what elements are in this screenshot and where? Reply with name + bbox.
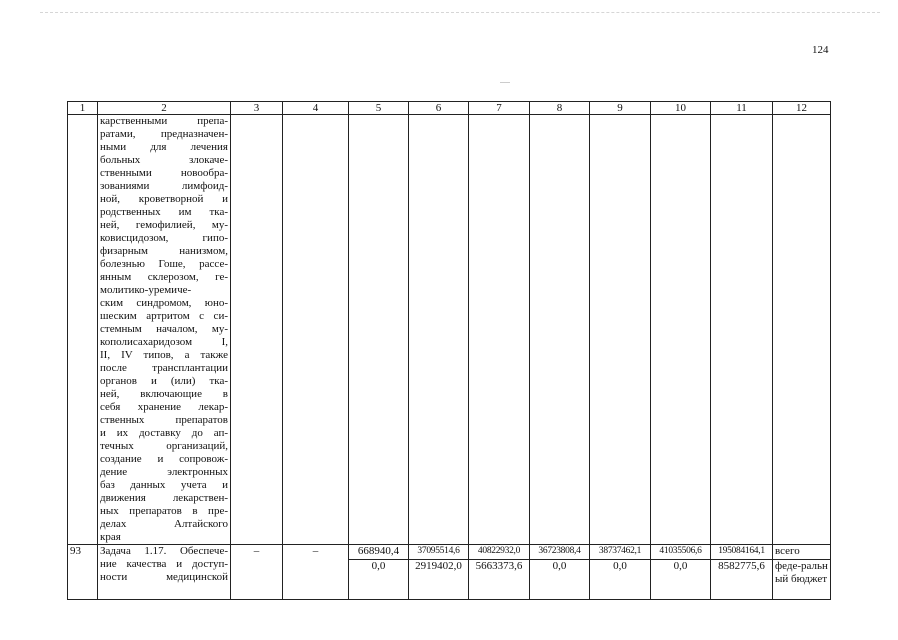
col-header: 10	[651, 102, 711, 115]
description-line: себя хранение лекар-	[100, 401, 228, 413]
description-line: родственных им тка-	[100, 206, 228, 218]
description-line: органов и (или) тка-	[100, 375, 228, 387]
scan-artifact-line	[40, 12, 880, 13]
description-line: ными для лечения	[100, 141, 228, 153]
cell-empty	[590, 115, 651, 545]
description-line: болезнью Гоше, рассе-	[100, 258, 228, 270]
description-line: карственными препа-	[100, 115, 228, 127]
col-header: 9	[590, 102, 651, 115]
description-line: физарным нанизмом,	[100, 245, 228, 257]
description-line: ней, включающие в	[100, 388, 228, 400]
value-cell: 195084164,1	[711, 545, 773, 560]
col4-dash: –	[283, 545, 349, 600]
description-line: молитико-уремиче-	[100, 284, 192, 296]
cell-empty	[651, 115, 711, 545]
value-cell: 40822932,0	[469, 545, 530, 560]
column-number-row	[68, 102, 831, 115]
description-line: дение электронных	[100, 466, 228, 478]
task-line: Задача 1.17. Обеспече-	[100, 545, 228, 557]
description-line: и их доставку до ап-	[100, 427, 228, 439]
cell-empty	[231, 115, 283, 545]
description-line: ных препаратов в пре-	[100, 505, 228, 517]
cell-empty	[283, 115, 349, 545]
value-cell: 0,0	[530, 560, 590, 600]
scan-artifact-mark	[500, 82, 510, 83]
col-header: 7	[469, 102, 530, 115]
cell-empty	[349, 115, 409, 545]
col-header: 11	[711, 102, 773, 115]
value-cell: 36723808,4	[530, 545, 590, 560]
row-93-total	[68, 545, 831, 560]
source-label: феде-ральный бюджет	[773, 560, 831, 600]
col-header: 8	[530, 102, 590, 115]
col-header: 6	[409, 102, 469, 115]
description-line: ским синдромом, юно-	[100, 297, 228, 309]
col-header: 4	[283, 102, 349, 115]
cell-empty	[409, 115, 469, 545]
description-line: ковисцидозом, гипо-	[100, 232, 228, 244]
task-description	[98, 545, 231, 600]
description-line: ственных препаратов	[100, 414, 228, 426]
col-header: 12	[773, 102, 831, 115]
description-line: делах Алтайского	[100, 518, 228, 530]
value-cell: 0,0	[651, 560, 711, 600]
description-line: ней, гемофилией, му-	[100, 219, 228, 231]
col3-dash: –	[231, 545, 283, 600]
col-header: 2	[98, 102, 231, 115]
cell-empty	[773, 115, 831, 545]
value-cell: 38737462,1	[590, 545, 651, 560]
description-line: края	[100, 531, 121, 543]
description-line: ной, кроветворной и	[100, 193, 228, 205]
description-line: течных организаций,	[100, 440, 228, 452]
description-line: II, IV типов, а также	[100, 349, 228, 361]
row-number: 93	[68, 545, 98, 600]
continuation-row	[68, 115, 831, 545]
task-line: ние качества и доступ-	[100, 558, 228, 570]
description-line: после трансплантации	[100, 362, 228, 374]
cell-empty	[68, 115, 98, 545]
value-cell: 0,0	[349, 560, 409, 600]
description-line: стемным началом, му-	[100, 323, 228, 335]
page-number: 124	[812, 44, 829, 56]
description-line: зованиями лимфоид-	[100, 180, 228, 192]
col-header: 1	[68, 102, 98, 115]
col-header: 3	[231, 102, 283, 115]
col-header: 5	[349, 102, 409, 115]
description-line: больных злокаче-	[100, 154, 228, 166]
description-line: кополисахаридозом I,	[100, 336, 228, 348]
value-cell: 668940,4	[349, 545, 409, 560]
continuation-description	[98, 115, 231, 545]
budget-table	[67, 101, 831, 600]
task-line: ности медицинской	[100, 571, 228, 583]
description-line: янным склерозом, ге-	[100, 271, 228, 283]
description-line: баз данных учета и	[100, 479, 228, 491]
value-cell: 41035506,6	[651, 545, 711, 560]
value-cell: 5663373,6	[469, 560, 530, 600]
value-cell: 2919402,0	[409, 560, 469, 600]
description-line: движения лекарствен-	[100, 492, 228, 504]
value-cell: 0,0	[590, 560, 651, 600]
value-cell: 37095514,6	[409, 545, 469, 560]
description-line: создание и сопровож-	[100, 453, 228, 465]
description-line: ственными новообра-	[100, 167, 228, 179]
description-line: шеским артритом с си-	[100, 310, 228, 322]
value-cell: 8582775,6	[711, 560, 773, 600]
description-line: ратами, предназначен-	[100, 128, 228, 140]
cell-empty	[469, 115, 530, 545]
cell-empty	[711, 115, 773, 545]
cell-empty	[530, 115, 590, 545]
source-label: всего	[773, 545, 831, 560]
